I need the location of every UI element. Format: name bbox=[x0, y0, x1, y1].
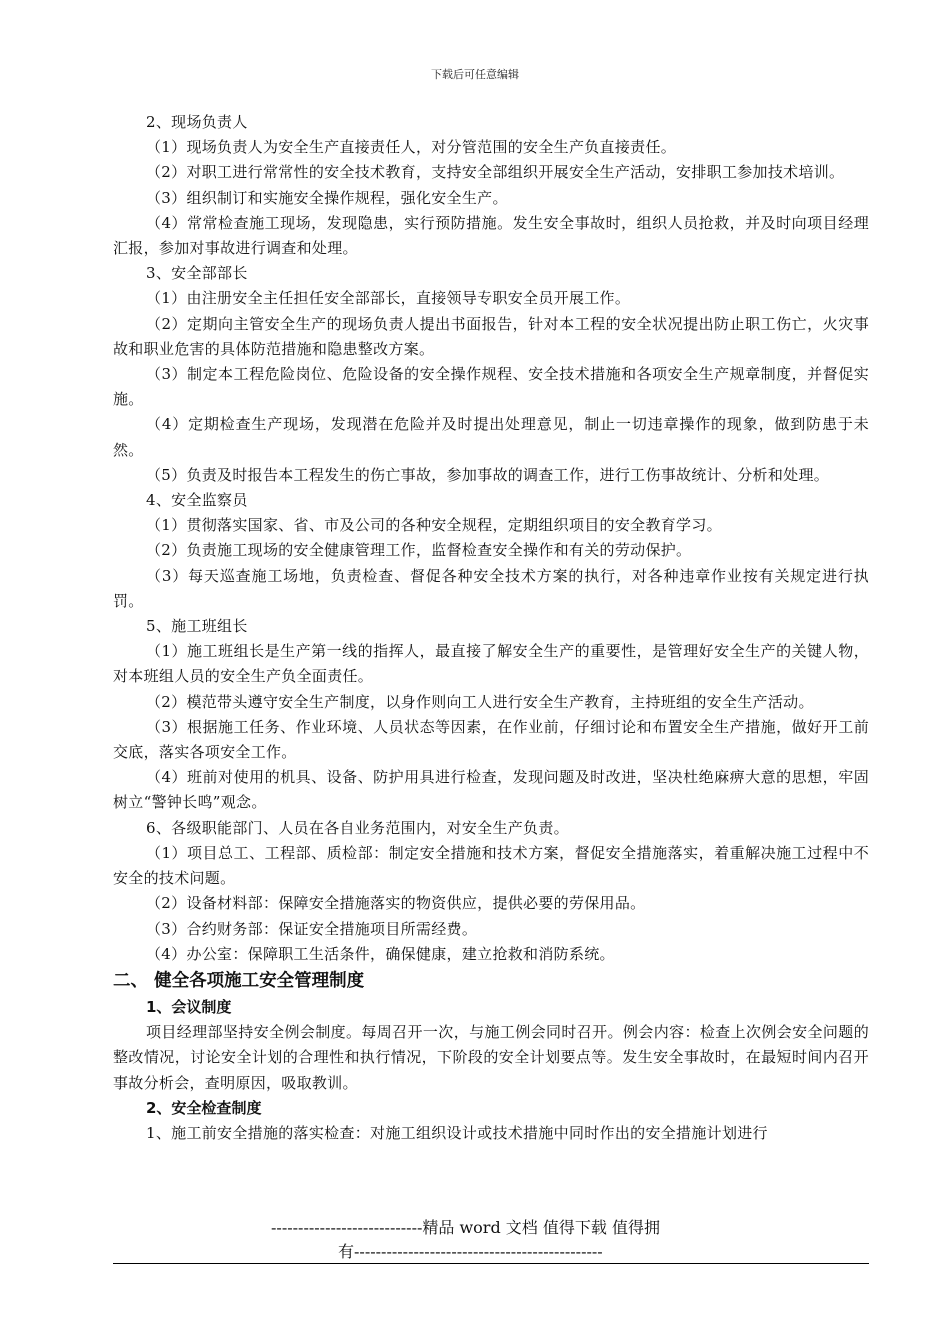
page-header-note: 下载后可任意编辑 bbox=[431, 68, 519, 81]
body-paragraph: （4）办公室：保障职工生活条件，确保健康，建立抢救和消防系统。 bbox=[146, 944, 615, 963]
body-paragraph: 3、安全部部长 bbox=[146, 264, 248, 283]
body-paragraph: （3）根据施工任务、作业环境、人员状态等因素，在作业前，仔细讨论和布置安全生产措施，做好开工前交底，落实各项安全工作。 bbox=[113, 717, 869, 762]
body-paragraph: 项目经理部坚持安全例会制度。每周召开一次，与施工例会同时召开。例会内容：检查上次例会安全问题的整改情况，讨论安全计划的合理性和执行情况，下阶段的安全计划要点等。发生安全事故时，在最短时间内召开事故分析会，查明原因，吸取教训。 bbox=[113, 1023, 869, 1092]
body-paragraph: （3）制定本工程危险岗位、危险设备的安全操作规程、安全技术措施和各项安全生产规章制度，并督促实施。 bbox=[113, 365, 869, 409]
body-paragraph: （3）组织制订和实施安全操作规程，强化安全生产。 bbox=[146, 188, 508, 207]
body-paragraph: （1）现场负责人为安全生产直接责任人，对分管范围的安全生产负直接责任。 bbox=[146, 138, 677, 157]
page-footer bbox=[113, 1216, 869, 1264]
body-paragraph: 6、各级职能部门、人员在各自业务范围内，对安全生产负责。 bbox=[146, 818, 569, 837]
body-paragraph: （1）贯彻落实国家、省、市及公司的各种安全规程，定期组织项目的安全教育学习。 bbox=[146, 516, 722, 535]
body-paragraph: （1）施工班组长是生产第一线的指挥人，最直接了解安全生产的重要性，是管理好安全生产的关键人物，对本班组人员的安全生产负全面责任。 bbox=[113, 642, 869, 686]
body-paragraph: （2）对职工进行常常性的安全技术教育，支持安全部组织开展安全生产活动，安排职工参加技术培训。 bbox=[146, 163, 845, 182]
body-paragraph: （2）定期向主管安全生产的现场负责人提出书面报告，针对本工程的安全状况提出防止职工伤亡，火灾事故和职业危害的具体防范措施和隐患整改方案。 bbox=[113, 314, 869, 358]
body-paragraph: （2）负责施工现场的安全健康管理工作，监督检查安全操作和有关的劳动保护。 bbox=[146, 541, 692, 560]
body-paragraph: （4）常常检查施工现场，发现隐患，实行预防措施。发生安全事故时，组织人员抢救，并及时向项目经理汇报，参加对事故进行调查和处理。 bbox=[113, 213, 869, 258]
body-paragraph: （4）班前对使用的机具、设备、防护用具进行检查，发现问题及时改进，坚决杜绝麻痹大意的思想，牢固树立“警钟长鸣”观念。 bbox=[113, 768, 869, 812]
footer-line-2: 有---------------------------------------------- bbox=[338, 1242, 603, 1261]
body-paragraph: 2、现场负责人 bbox=[146, 113, 248, 131]
body-paragraph: （1）项目总工、工程部、质检部：制定安全措施和技术方案，督促安全措施落实，着重解决施工过程中不安全的技术问题。 bbox=[113, 843, 869, 888]
body-paragraph: 1、施工前安全措施的落实检查：对施工组织设计或技术措施中同时作出的安全措施计划进行 bbox=[146, 1123, 768, 1142]
subsection-heading: 1、会议制度 bbox=[146, 997, 232, 1016]
body-paragraph: （3）合约财务部：保证安全措施项目所需经费。 bbox=[146, 919, 478, 938]
body-paragraph: （2）设备材料部：保障安全措施落实的物资供应，提供必要的劳保用品。 bbox=[146, 894, 646, 913]
section-heading: 二、 健全各项施工安全管理制度 bbox=[113, 970, 365, 991]
footer-line-1: ----------------------------精品 word 文档 值得下载 值得拥 bbox=[271, 1218, 660, 1237]
body-paragraph: （1）由注册安全主任担任安全部部长，直接领导专职安全员开展工作。 bbox=[146, 289, 631, 308]
body-paragraph: （2）模范带头遵守安全生产制度，以身作则向工人进行安全生产教育，主持班组的安全生产活动。 bbox=[146, 692, 814, 711]
body-paragraph: 4、安全监察员 bbox=[146, 491, 248, 510]
subsection-heading: 2、安全检查制度 bbox=[146, 1098, 262, 1117]
body-paragraph: （5）负责及时报告本工程发生的伤亡事故，参加事故的调查工作，进行工伤事故统计、分析和处理。 bbox=[146, 465, 830, 484]
footer-divider bbox=[113, 1263, 869, 1264]
body-paragraph: （4）定期检查生产现场，发现潜在危险并及时提出处理意见，制止一切违章操作的现象，做到防患于未然。 bbox=[113, 415, 869, 459]
body-paragraph: 5、施工班组长 bbox=[146, 617, 248, 636]
document-body bbox=[113, 110, 869, 1146]
body-paragraph: （3）每天巡查施工场地，负责检查、督促各种安全技术方案的执行，对各种违章作业按有关规定进行执罚。 bbox=[113, 566, 869, 610]
